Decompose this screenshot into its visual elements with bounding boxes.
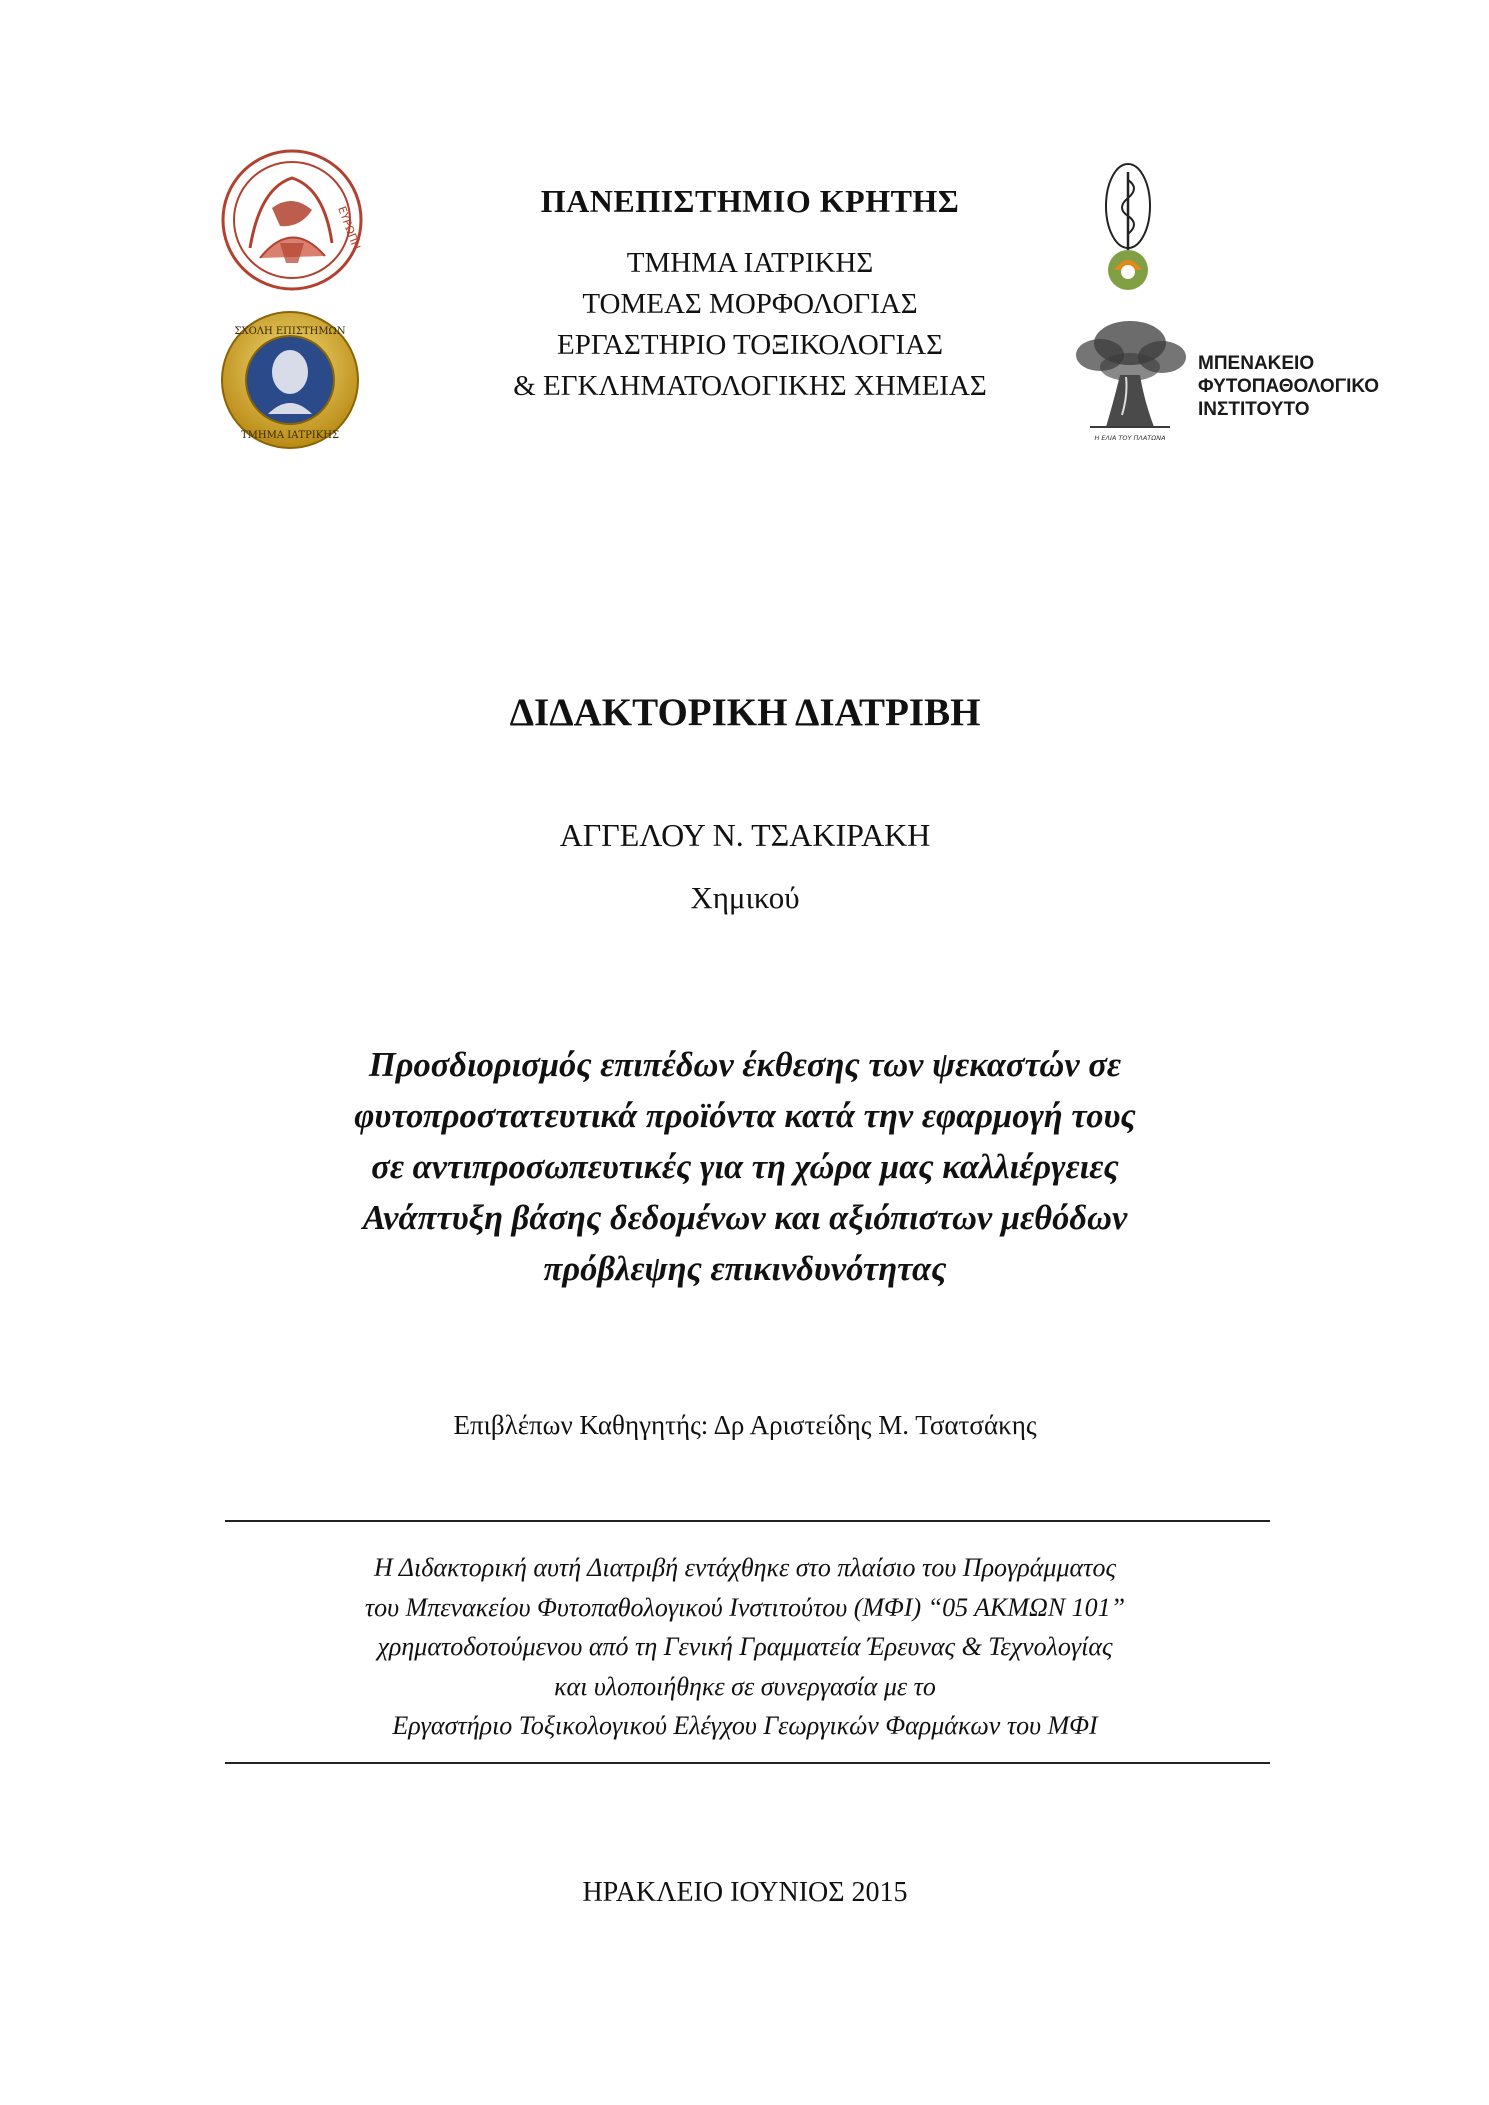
institute-name (1198, 352, 1458, 421)
thesis-title-line: φυτοπροστατευτικά προϊόντα κατά την εφαρμογή τους (354, 1097, 1136, 1135)
department-line: & ΕΓΚΛΗΜΑΤΟΛΟΓΙΚΗΣ ΧΗΜΕΙΑΣ (513, 370, 987, 402)
department-line: ΤΟΜΕΑΣ ΜΟΡΦΟΛΟΓΙΑΣ (582, 288, 918, 320)
divider (225, 1762, 1270, 1764)
department-line: ΕΡΓΑΣΤΗΡΙΟ ΤΟΞΙΚΟΛΟΓΙΑΣ (556, 329, 944, 361)
funding-note (260, 1548, 1230, 1746)
funding-line: Η Διδακτορική αυτή Διατριβή εντάχθηκε στο πλαίσιο του Προγράμματος (373, 1553, 1117, 1582)
document-type: ΔΙΔΑΚΤΟΡΙΚΗ ΔΙΑΤΡΙΒΗ (509, 691, 981, 734)
olive-tree-icon (1070, 315, 1190, 445)
school-of-health-sciences-seal-icon (220, 310, 360, 450)
medical-staff-of-asclepius-icon (1092, 158, 1164, 294)
svg-text:ΣΧΟΛΗ ΕΠΙΣΤΗΜΩΝ: ΣΧΟΛΗ ΕΠΙΣΤΗΜΩΝ (234, 326, 346, 337)
thesis-title-line: Προσδιορισμός επιπέδων έκθεσης των ψεκαστών σε (368, 1046, 1122, 1084)
funding-line: Εργαστήριο Τοξικολογικού Ελέγχου Γεωργικών Φαρμάκων του ΜΦΙ (392, 1711, 1098, 1740)
institute-line: ΜΠΕΝΑΚΕΙΟ (1198, 353, 1315, 374)
svg-text:Η ΕΛΙΑ ΤΟΥ ΠΛΑΤΩΝΑ: Η ΕΛΙΑ ΤΟΥ ΠΛΑΤΩΝΑ (1094, 434, 1166, 442)
funding-line: του Μπενακείου Φυτοπαθολογικού Ινστιτούτου (ΜΦΙ) “05 ΑΚΜΩΝ 101” (364, 1592, 1126, 1622)
thesis-title-line: πρόβλεψης επικινδυνότητας (543, 1250, 947, 1288)
university-name: ΠΑΝΕΠΙΣΤΗΜΙΟ ΚΡΗΤΗΣ (540, 183, 960, 219)
divider (225, 1520, 1270, 1522)
institute-line: ΦΥΤΟΠΑΘΟΛΟΓΙΚΟ (1198, 376, 1380, 397)
svg-text:ΤΜΗΜΑ ΙΑΤΡΙΚΗΣ: ΤΜΗΜΑ ΙΑΤΡΙΚΗΣ (240, 430, 340, 441)
author-name: ΑΓΓΕΛΟΥ Ν. ΤΣΑΚΙΡΑΚΗ (559, 817, 931, 853)
thesis-title-line: σε αντιπροσωπευτικές για τη χώρα μας καλλιέργειες (371, 1148, 1119, 1186)
place-and-date: ΗΡΑΚΛΕΙΟ ΙΟΥΝΙΟΣ 2015 (582, 1877, 908, 1908)
author-title: Χημικού (690, 880, 800, 915)
thesis-title-line: Ανάπτυξη βάσης δεδομένων και αξιόπιστων μεθόδων (362, 1199, 1128, 1237)
department-line: ΤΜΗΜΑ ΙΑΤΡΙΚΗΣ (626, 247, 874, 279)
funding-line: και υλοποιήθηκε σε συνεργασία με το (554, 1671, 936, 1701)
supervisor: Επιβλέπων Καθηγητής: Δρ Αριστείδης Μ. Τσατσάκης (453, 1410, 1037, 1440)
university-of-crete-seal-icon (220, 148, 364, 292)
institute-line: ΙΝΣΤΙΤΟΥΤΟ (1198, 399, 1310, 420)
department-block (420, 243, 1080, 407)
funding-line: χρηματοδοτούμενου από τη Γενική Γραμματεία Έρευνας & Τεχνολογίας (377, 1632, 1113, 1661)
svg-text:ΕΥΡΩΠΗ: ΕΥΡΩΠΗ (335, 204, 363, 252)
thesis-title (250, 1040, 1240, 1295)
